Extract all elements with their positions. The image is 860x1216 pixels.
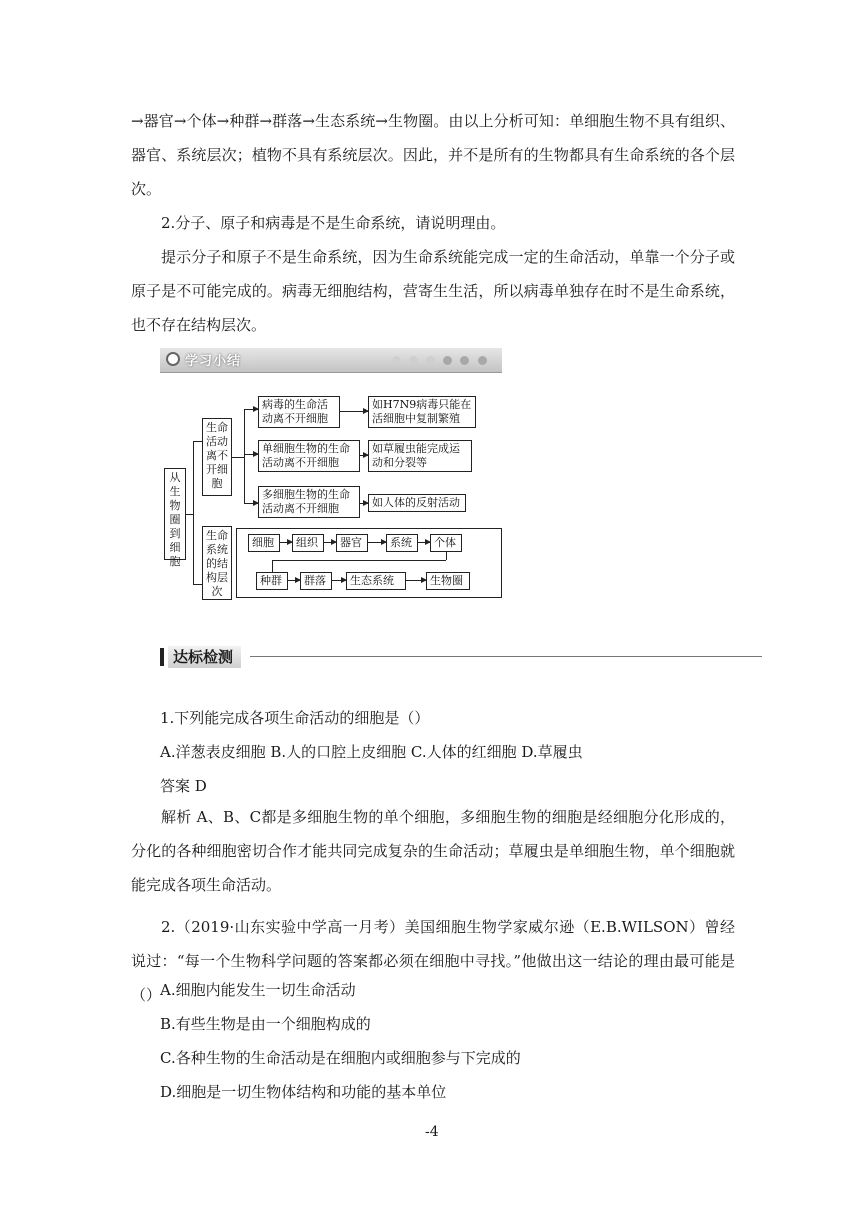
level-individual: 个体 [430,534,462,552]
unicellular-item: 单细胞生物的生命活动离不开细胞 [258,440,360,472]
page-number: -4 [425,1124,439,1140]
q1-answer: 答案 D [160,777,207,795]
section-marker [160,648,164,666]
virus-example: 如H7N9病毒只能在活细胞中复制繁殖 [368,396,476,428]
multicellular-item: 多细胞生物的生命活动离不开细胞 [258,486,360,518]
q2-option-c: C.各种生物的生命活动是在细胞内或细胞参与下完成的 [160,1049,521,1067]
level-cell: 细胞 [248,534,280,552]
branch-life-activity: 生命活动离不开细胞 [202,418,232,496]
q1-stem: 1.下列能完成各项生命活动的细胞是（） [160,709,430,727]
q1-options: A.洋葱表皮细胞 B.人的口腔上皮细胞 C.人体的红细胞 D.草履虫 [160,743,583,761]
branch-structure-levels: 生命系统的结构层次 [202,526,232,600]
q2-option-d: D.细胞是一切生物体结构和功能的基本单位 [160,1083,447,1101]
level-biosphere: 生物圈 [426,572,470,590]
q1-analysis: 解析 A、B、C都是多细胞生物的单个细胞，多细胞生物的细胞是经细胞分化形成的，分化的各种细胞密切合作才能共同完成复杂的生命活动；草履虫是单细胞生物，单个细胞就能完成各项生命活动。 [131,808,735,894]
q2-stem: 2.（2019·山东实验中学高一月考）美国细胞生物学家威尔逊（E.B.WILSON）曾经说过：“每一个生物科学问题的答案都必须在细胞中寻找。”他做出这一结论的理由最可能是（） [131,918,735,1004]
q2-option-a: A.细胞内能发生一切生命活动 [160,981,356,999]
level-population: 种群 [256,572,288,590]
virus-item: 病毒的生命活动离不开细胞 [258,396,340,428]
summary-diagram [160,348,504,598]
level-ecosystem: 生态系统 [346,572,406,590]
level-tissue: 组织 [292,534,324,552]
summary-banner [160,348,502,373]
level-community: 群落 [300,572,332,590]
bullet-icon [166,352,180,366]
level-system: 系统 [386,534,418,552]
q2-option-b: B.有些生物是由一个细胞构成的 [160,1015,371,1033]
section-rule [250,656,762,657]
question-2-heading: 2.分子、原子和病毒是不是生命系统，请说明理由。 [161,214,506,232]
question-2-hint: 提示分子和原子不是生命系统，因为生命系统能完成一定的生命活动，单靠一个分子或原子是不可能完成的。病毒无细胞结构，营寄生生活，所以病毒单独存在时不是生命系统，也不存在结构层次。 [131,248,735,334]
summary-banner-title: 学习小结 [185,354,242,369]
section-title: 达标检测 [168,646,241,668]
paramecium-example: 如草履虫能完成运动和分裂等 [368,440,472,472]
reflex-example: 如人体的反射活动 [368,494,466,512]
level-organ: 器官 [336,534,368,552]
root-node: 从生物圈到细胞 [164,468,186,560]
continuation-paragraph: →器官→个体→种群→群落→生态系统→生物圈。由以上分析可知：单细胞生物不具有组织、器官、系统层次；植物不具有系统层次。因此，并不是所有的生物都具有生命系统的各个层次。 [131,112,735,198]
